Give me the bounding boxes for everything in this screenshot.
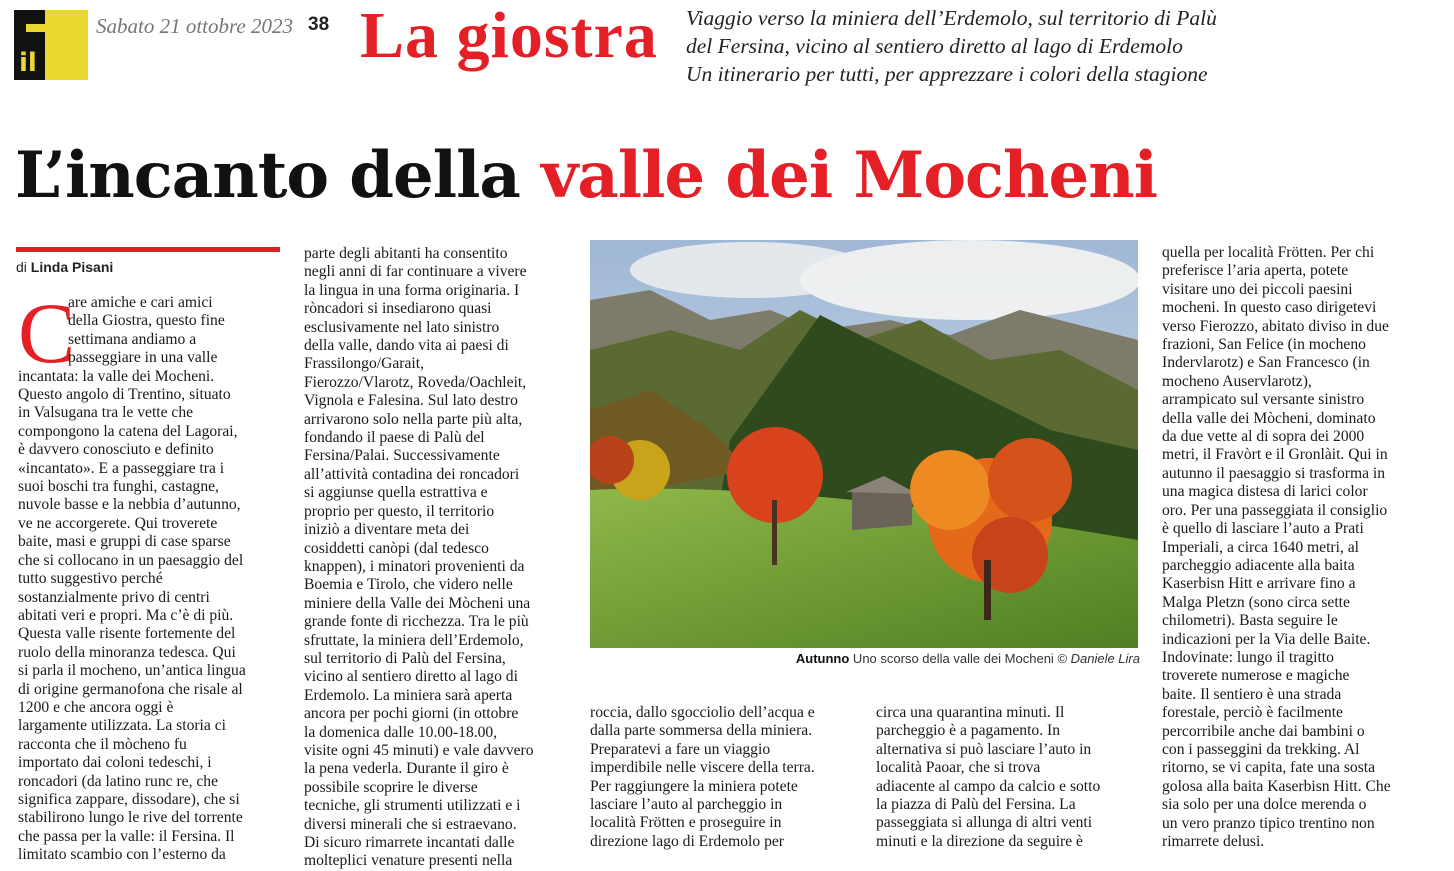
text-line: Frassilongo/Garait, — [304, 355, 424, 373]
byline-prefix: di — [16, 259, 31, 275]
text-line: quella per località Frötten. Per chi — [1162, 244, 1375, 261]
text-line: di origine germanofona che risale al — [18, 680, 243, 698]
text-line: rimarrete delusi. — [1162, 833, 1265, 850]
article-column-4 — [876, 704, 1140, 851]
drop-cap: C — [18, 285, 76, 381]
text-line: molteplici venature presenti nella — [304, 852, 513, 870]
text-line: un vero pranzo tipico trentino non — [1162, 814, 1375, 832]
text-line: mocheno Auservlarotz), — [1162, 372, 1312, 390]
text-line: che passa per la valle: il Fersina. Il — [18, 827, 235, 845]
text-line: compongono la catena del Lagorai, — [18, 422, 238, 440]
header-summary — [686, 4, 1446, 88]
text-line: Per raggiungere la miniera potete — [590, 777, 798, 795]
byline — [16, 259, 113, 275]
text-line: in Valsugana tra le vette che — [18, 404, 194, 422]
valley-landscape-image — [590, 240, 1138, 648]
text-line: la piazza di Palù del Fersina. La — [876, 796, 1076, 814]
text-line: si aggiunse quella estrattiva e — [304, 484, 488, 502]
caption-label: Autunno — [795, 651, 850, 666]
text-line: località Paoar, che si trova — [876, 759, 1041, 777]
text-line: diversi minerali che si estraevano. — [304, 815, 517, 833]
newspaper-logo — [14, 10, 88, 80]
text-line: parcheggio è a pagamento. In — [876, 722, 1061, 740]
text-line: oro. Per una passeggiata il consiglio — [1162, 501, 1388, 519]
text-line: racconta che il mòcheno fu — [18, 735, 187, 753]
text-line: fondando il paese di Palù del — [304, 429, 485, 447]
text-line: vicino al sentiero diretto al lago di — [304, 668, 518, 686]
text-line: limitato scambio con l’esterno da — [18, 846, 226, 864]
text-line: ancora per pochi giorni (in ottobre — [304, 705, 519, 723]
text-line: direzione lago di Erdemolo per — [590, 832, 784, 850]
text-line: Malga Pletzn (sono circa sette — [1162, 593, 1350, 611]
text-line: autunno il paesaggio si trasforma in — [1162, 464, 1386, 482]
text-line: è quello di lasciare l’auto a Prati — [1162, 520, 1364, 538]
text-line: Preparatevi a fare un viaggio — [590, 740, 771, 758]
text-line: la domenica dalle 10.00-18.00, — [304, 723, 498, 741]
text-line: imperdibile nelle viscere della terra. — [590, 759, 815, 777]
text-line: Fierozzo/Vlarotz, Roveda/Oachleit, — [304, 373, 527, 391]
article-column-1 — [18, 294, 280, 865]
text-line: verso Fierozzo, abitato diviso in due — [1162, 317, 1389, 335]
text-line: forestale, perciò è facilmente — [1162, 704, 1343, 722]
text-line: indicazioni per la Via delle Baite. — [1162, 630, 1371, 648]
summary-line: Viaggio verso la miniera dell’Erdemolo, sul territorio di Palù — [686, 6, 1217, 30]
text-line: località Frötten e proseguire in — [590, 814, 782, 832]
text-line: preferisce l’aria aperta, potete — [1162, 262, 1349, 280]
text-line: incantata: la valle dei Mocheni. — [18, 367, 215, 385]
text-line: parte degli abitanti ha consentito — [304, 245, 508, 262]
text-line: cosiddetti canòpi (dal tedesco — [304, 539, 489, 557]
article-column-3 — [590, 704, 858, 851]
article-column-2 — [304, 245, 572, 871]
text-line: della Giostra, questo fine — [68, 312, 225, 330]
text-line: iniziò a diventare meta dei — [304, 521, 470, 539]
text-line: circa una quarantina minuti. Il — [876, 704, 1065, 721]
text-line: lasciare l’auto al parcheggio in — [590, 796, 783, 814]
text-line: ve ne accorgerete. Qui troverete — [18, 514, 218, 532]
text-line: con i passeggini da trekking. Al — [1162, 740, 1360, 758]
text-line: ròncadori si insediarono quasi — [304, 300, 492, 318]
text-line: si parla il mocheno, un’antica lingua — [18, 662, 246, 680]
text-line: della valle, dando vita ai paesi di — [304, 337, 509, 355]
caption-text: Uno scorso della valle dei Mocheni — [849, 651, 1058, 666]
text-line: metri, il Fravòrt e il Gronlàit. Qui in — [1162, 446, 1388, 464]
text-line: ritorno, se vi capita, fate una sosta — [1162, 759, 1376, 777]
text-line: settimana andiamo a — [68, 330, 197, 348]
text-line: knappen), i minatori provenienti da — [304, 557, 525, 575]
text-line: sfruttate, la miniera dell’Erdemolo, — [304, 631, 524, 649]
article-photo — [590, 240, 1138, 648]
text-line: Imperiali, a circa 1640 metri, al — [1162, 538, 1360, 556]
text-line: «incantato». E a passeggiare tra i — [18, 459, 225, 477]
text-line: significa zappare, dissodare), che si — [18, 790, 240, 808]
text-line: Boemia e Tirolo, che videro nelle — [304, 576, 513, 594]
logo-text: il T — [19, 48, 64, 78]
text-line: roncadori (da latino runc re, che — [18, 772, 219, 790]
text-line: la lingua in una forma originaria. I — [304, 281, 520, 299]
photo-credit: © Daniele Lira — [1057, 651, 1140, 666]
byline-author: Linda Pisani — [30, 259, 114, 275]
headline-red: valle dei Mocheni — [541, 138, 1158, 213]
text-line: adiacente al campo da calcio e sotto — [876, 777, 1101, 795]
text-line: minuti e la direzione da seguire è — [876, 832, 1083, 850]
summary-line: del Fersina, vicino al sentiero diretto al lago di Erdemolo — [686, 34, 1183, 58]
text-line: importato dai coloni tedeschi, i — [18, 754, 212, 772]
text-line: abitati veri e propri. Ma c’è di più. — [18, 606, 234, 624]
section-title: La giostra — [360, 0, 658, 72]
text-line: nuvole basse e la nebbia d’autunno, — [18, 496, 241, 514]
text-line: della valle dei Mòcheni, dominato — [1162, 409, 1376, 427]
headline-black: L’incanto della — [15, 138, 542, 213]
text-line: la pena vederla. Durante il giro è — [304, 760, 509, 778]
text-line: golosa alla baita Kaserbisn Hitt. Che — [1162, 777, 1391, 795]
text-line: proprio per questo, il territorio — [304, 502, 495, 520]
text-line: Di sicuro rimarrete incantati dalle — [304, 834, 515, 851]
text-line: visitare uno dei piccoli paesini — [1162, 280, 1353, 298]
text-line: grande fonte di ricchezza. Tra le più — [304, 613, 529, 631]
text-line: Fersina/Palai. Successivamente — [304, 447, 500, 465]
text-line: Vignola e Falesina. Sul lato destro — [304, 392, 518, 410]
text-line: parcheggio adiacente alla baita — [1162, 556, 1355, 574]
text-line: miniere della Valle dei Mòcheni una — [304, 594, 531, 612]
text-line: possibile scoprire le diverse — [304, 778, 478, 796]
text-line: tecniche, gli strumenti utilizzati e i — [304, 797, 521, 815]
text-line: passeggiare in una valle — [68, 349, 218, 367]
text-line: percorribile anche dai bambini o — [1162, 722, 1365, 740]
text-line: frazioni, San Felice (in mocheno — [1162, 336, 1366, 354]
text-line: Indovinate: lungo il tragitto — [1162, 648, 1334, 666]
byline-rule — [16, 247, 280, 252]
text-line: arrampicato sul versante sinistro — [1162, 391, 1365, 409]
text-line: una magica distesa di larici color — [1162, 483, 1368, 501]
article-headline — [15, 138, 1157, 213]
text-line: 1200 e che ancora oggi è — [18, 698, 174, 716]
text-line: alternativa si può lasciare l’auto in — [876, 740, 1092, 758]
text-line: stabilirono lungo le rive del torrente — [18, 809, 243, 827]
text-line: are amiche e cari amici — [68, 294, 213, 311]
text-line: baite. Il sentiero è una strada — [1162, 685, 1342, 703]
text-line: chilometri). Basta seguire le — [1162, 612, 1338, 630]
text-line: passeggiata si allunga di altri venti — [876, 814, 1093, 832]
page-number: 38 — [308, 14, 330, 35]
text-line: sia solo per una dolce merenda o — [1162, 796, 1367, 814]
text-line: Kaserbisn Hitt e arrivare fino a — [1162, 575, 1356, 593]
text-line: arrivarono solo nella parte più alta, — [304, 410, 523, 428]
photo-caption — [590, 651, 1140, 666]
summary-line: Un itinerario per tutti, per apprezzare i colori della stagione — [686, 62, 1208, 86]
text-line: suoi boschi tra funghi, castagne, — [18, 478, 219, 496]
text-line: Indervlarotz) e San Francesco (in — [1162, 354, 1370, 372]
text-line: Questo angolo di Trentino, situato — [18, 386, 231, 404]
text-line: sul territorio di Palù del Fersina, — [304, 649, 506, 667]
text-line: ruolo della minoranza tedesca. Qui — [18, 643, 236, 661]
text-line: da due vette al di sopra dei 2000 — [1162, 428, 1365, 446]
issue-date: Sabato 21 ottobre 2023 — [96, 14, 293, 38]
text-line: negli anni di far continuare a vivere — [304, 263, 527, 281]
text-line: esclusivamente nel lato sinistro — [304, 318, 500, 336]
text-line: sostanzialmente privo di centri — [18, 588, 210, 606]
text-line: largamente utilizzata. La storia ci — [18, 717, 226, 735]
text-line: all’attività contadina dei roncadori — [304, 465, 520, 483]
text-line: troverete numerose e magiche — [1162, 667, 1350, 685]
article-column-5 — [1162, 244, 1438, 851]
text-line: dalla parte sommersa della miniera. — [590, 722, 813, 740]
text-line: è davvero conosciuto e definito — [18, 441, 214, 459]
text-line: che si collocano in un paesaggio del — [18, 551, 244, 569]
text-line: Questa valle risente fortemente del — [18, 625, 236, 643]
text-line: visite ogni 45 minuti) e vale davvero — [304, 741, 534, 759]
text-line: tutto suggestivo perché — [18, 570, 163, 588]
text-line: mocheni. In questo caso dirigetevi — [1162, 299, 1377, 317]
text-line: roccia, dallo sgocciolio dell’acqua e — [590, 704, 815, 721]
text-line: baite, masi e gruppi di case sparse — [18, 533, 231, 551]
text-line: Erdemolo. La miniera sarà aperta — [304, 686, 513, 704]
